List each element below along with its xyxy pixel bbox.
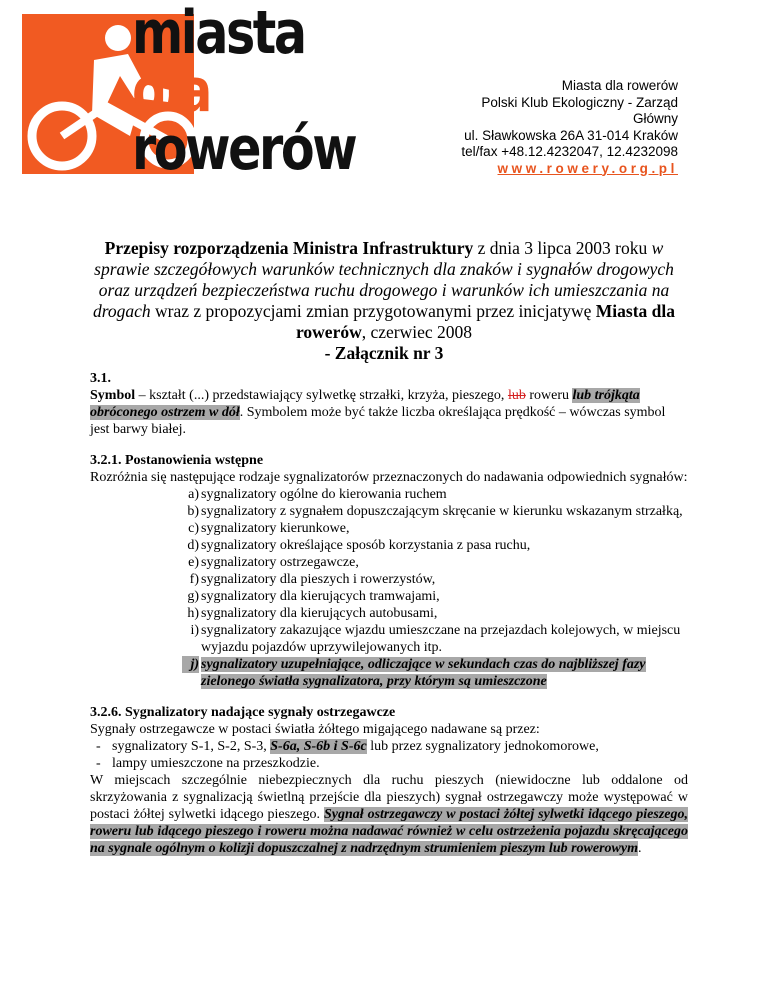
org-club: Polski Klub Ekologiczny - Zarząd [481, 94, 678, 110]
section-intro: Rozróżnia się następujące rodzaje sygnalizatorów przeznaczonych do nadawania odpowiednich sygnałów: [90, 470, 688, 485]
warning-paragraph: W miejscach szczególnie niebezpiecznych dla ruchu pieszych (niewidoczne lub oddalone od skrzyżowania z sygnalizacją świetlną przejście dla pieszych) sygnał ostrzegawczy może występować w postaci żółtej sylwetki idącego pieszego. Sygnał ostrzegawczy w postaci żółtej sylwetki idącego pieszego, roweru lub idącego pieszego i roweru można nadawać również w celu ostrzeżenia pojazdu skręcającego na sygnale ogólnym o kolizji dopuszczalnej z nadrzędnym strumieniem pieszym lub rowerowym. [90, 773, 688, 856]
list-item: c) sygnalizatory kierunkowe, [188, 521, 350, 536]
list-item: d) sygnalizatory określające sposób korzystania z pasa ruchu, [187, 538, 531, 553]
list-item: b) sygnalizatory z sygnałem dopuszczającym skręcanie w kierunku wskazanym strzałką, [187, 504, 683, 519]
list-item: e) sygnalizatory ostrzegawcze, [188, 555, 359, 570]
deleted-word: lub [507, 388, 526, 403]
list-item: - lampy umieszczone na przeszkodzie. [96, 756, 320, 771]
section-number: 3.1. [90, 371, 111, 386]
logo-word-miasta: miasta [132, 0, 305, 68]
org-name: Miasta dla rowerów [561, 78, 678, 93]
title-bold-regulation: Przepisy rozporządzenia Ministra Infrastruktury [104, 238, 474, 258]
section-3-2-6 [90, 704, 688, 857]
signal-types-list [90, 486, 688, 690]
list-item-proposed: j) sygnalizatory uzupełniające, odliczające w sekundach czas do najbliższej fazy zielonego światła sygnalizatora, przy którym są umieszczone [182, 656, 688, 690]
logo-wordmark [132, 0, 356, 184]
list-item: - sygnalizatory S-1, S-2, S-3, S-6a, S-6b i S-6c lub przez sygnalizatory jednokomorowe, [96, 739, 599, 754]
section-3-2-1 [90, 452, 688, 690]
address-block [438, 78, 678, 177]
org-board: Główny [632, 111, 678, 126]
list-item: i) sygnalizatory zakazujące wjazdu umieszczane na przejazdach kolejowych, w miejscu wyjazdu pojazdów uprzywilejowanych itp. [190, 623, 681, 655]
symbol-text-1: – kształt (...) przedstawiający sylwetkę strzałki, krzyża, pieszego, [135, 388, 508, 403]
logo-word-rowerow: rowerów [132, 114, 356, 184]
proposed-signals: S-6a, S-6b i S-6c [270, 739, 367, 754]
title-date: z dnia 3 lipca 2003 roku [473, 238, 648, 258]
term-symbol: Symbol [90, 388, 136, 403]
logo-word-dla: dla [132, 56, 210, 126]
list-item: f) sygnalizatory dla pieszych i rowerzystów, [189, 572, 436, 587]
list-item: g) sygnalizatory dla kierujących tramwajami, [187, 589, 440, 604]
proposed-addition: lub trójkąta obróconego ostrzem w dół [90, 388, 640, 420]
title-italic-subject: w sprawie szczegółowych warunków technicznych dla znaków i sygnałów drogowych oraz urządzeń bezpieczeństwa ruchu drogowego i warunków ich umieszczania na drogach [92, 238, 674, 321]
symbol-text-2: roweru [525, 388, 573, 403]
website-link[interactable]: www.rowery.org.pl [497, 160, 678, 176]
proposed-paragraph: Sygnał ostrzegawczy w postaci żółtej sylwetki idącego pieszego, roweru lub idącego pieszego i roweru można nadawać również w celu ostrzeżenia pojazdu skręcającego na sygnale ogólnym o kolizji dopuszczalnej z nadrzędnym strumieniem pieszym lub rowerowym [90, 807, 688, 856]
org-street: ul. Sławkowska 26A 31-014 Kraków [464, 127, 678, 143]
title-attachment: - Załącznik nr 3 [324, 343, 444, 363]
list-item: a) sygnalizatory ogólne do kierowania ruchem [188, 487, 447, 502]
section-3-1 [90, 370, 688, 438]
warning-sources-list [90, 738, 688, 772]
list-item: h) sygnalizatory dla kierujących autobusami, [187, 606, 438, 621]
section-heading: 3.2.1. Postanowienia wstępne [90, 453, 264, 468]
title-initiative: Miasta dla rowerów [295, 301, 676, 342]
title-month: , czerwiec 2008 [361, 322, 473, 342]
document-body [90, 370, 688, 871]
symbol-text-3: . Symbolem może być także liczba określająca prędkość – wówczas symbol jest barwy białej. [90, 405, 666, 437]
org-phone: tel/fax +48.12.4232047, 12.4232098 [461, 144, 678, 159]
document-title [92, 238, 676, 364]
section-intro: Sygnały ostrzegawcze w postaci światła żółtego migającego nadawane są przez: [90, 722, 540, 737]
section-heading: 3.2.6. Sygnalizatory nadające sygnały ostrzegawcze [90, 705, 396, 720]
title-proposals: wraz z propozycjami zmian przygotowanymi przez inicjatywę [150, 301, 596, 321]
